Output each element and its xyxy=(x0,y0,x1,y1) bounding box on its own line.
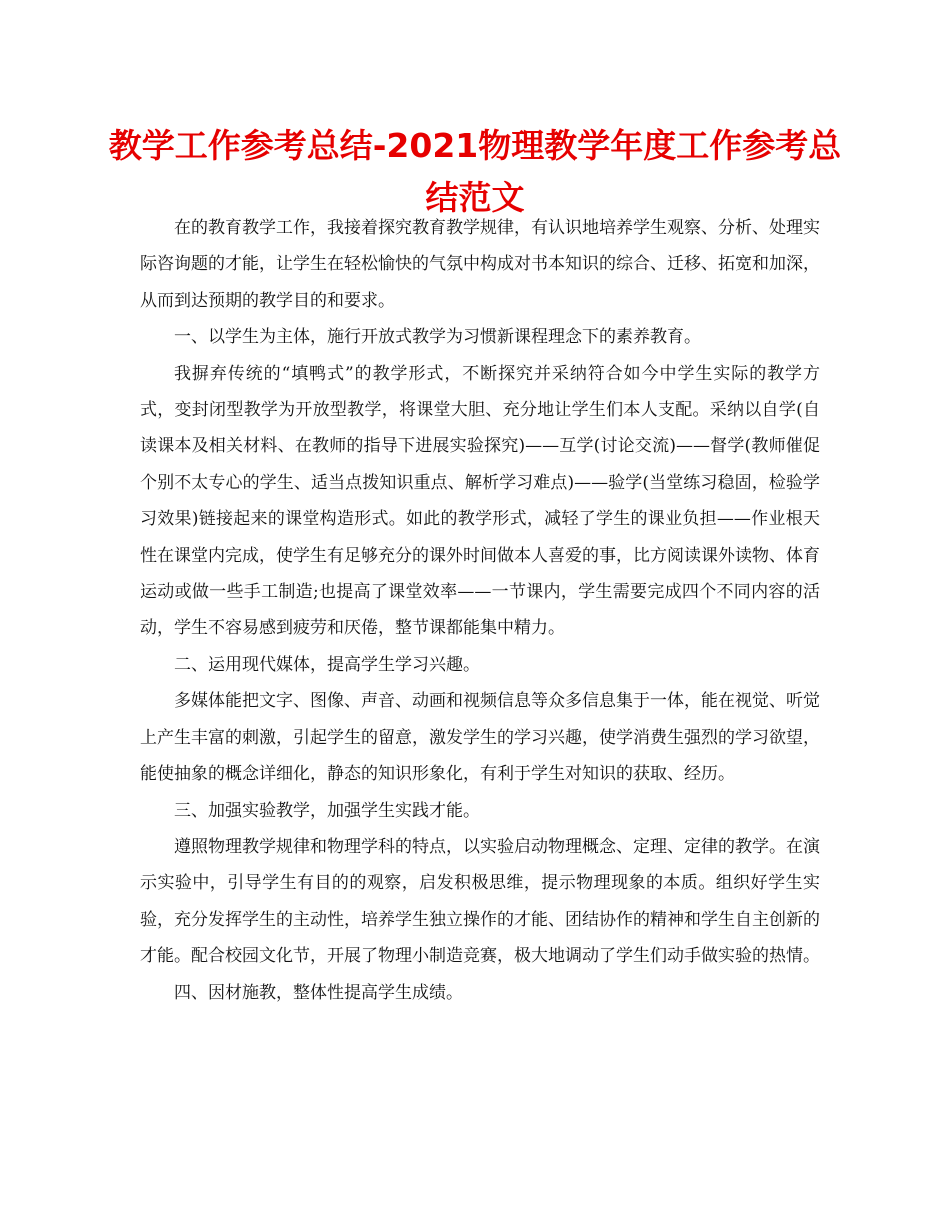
paragraph-section-3: 遵照物理教学规律和物理学科的特点，以实验启动物理概念、定理、定律的教学。在演示实验中，引导学生有目的的观察，启发积极思维，提示物理现象的本质。组织好学生实验，充分发挥学生的主动性，培养学生独立操作的才能、团结协作的精神和学生自主创新的才能。配合校园文化节，开展了物理小制造竞赛，极大地调动了学生们动手做实验的热情。 xyxy=(140,836,820,967)
section-heading-4: 四、因材施教，整体性提高学生成绩。 xyxy=(174,982,463,1003)
section-heading-3: 三、加强实验教学，加强学生实践才能。 xyxy=(174,800,480,821)
paragraph-intro: 在的教育教学工作，我接着探究教育教学规律，有认识地培养学生观察、分析、处理实际咨询题的才能，让学生在轻松愉快的气氛中构成对书本知识的综合、迁移、拓宽和加深，从而到达预期的教学目的和要求。 xyxy=(140,218,820,311)
section-heading-2: 二、运用现代媒体，提高学生学习兴趣。 xyxy=(174,654,480,675)
document-body xyxy=(140,210,820,1011)
paragraph-section-1: 我摒弃传统的“填鸭式”的教学形式，不断探究并采纳符合如今中学生实际的教学方式，变封闭型教学为开放型教学，将课堂大胆、充分地让学生们本人支配。采纳以自学(自读课本及相关材料、在教师的指导下进展实验探究)——互学(讨论交流)——督学(教师催促个别不太专心的学生、适当点拨知识重点、解析学习难点)——验学(当堂练习稳固，检验学习效果)链接起来的课堂构造形式。如此的教学形式，减轻了学生的课业负担——作业根天性在课堂内完成，使学生有足够充分的课外时间做本人喜爱的事，比方阅读课外读物、体育运动或做一些手工制造;也提高了课堂效率——一节课内，学生需要完成四个不同内容的活动，学生不容易感到疲劳和厌倦，整节课都能集中精力。 xyxy=(140,363,820,639)
document-title: 教学工作参考总结-2021物理教学年度工作参考总结范文 xyxy=(108,126,842,217)
paragraph-section-2: 多媒体能把文字、图像、声音、动画和视频信息等众多信息集于一体，能在视觉、听觉上产生丰富的刺激，引起学生的留意，激发学生的学习兴趣，使学消费生强烈的学习欲望，能使抽象的概念详细化，静态的知识形象化，有利于学生对知识的获取、经历。 xyxy=(140,691,820,785)
section-heading-1: 一、以学生为主体，施行开放式教学为习惯新课程理念下的素养教育。 xyxy=(174,327,701,348)
